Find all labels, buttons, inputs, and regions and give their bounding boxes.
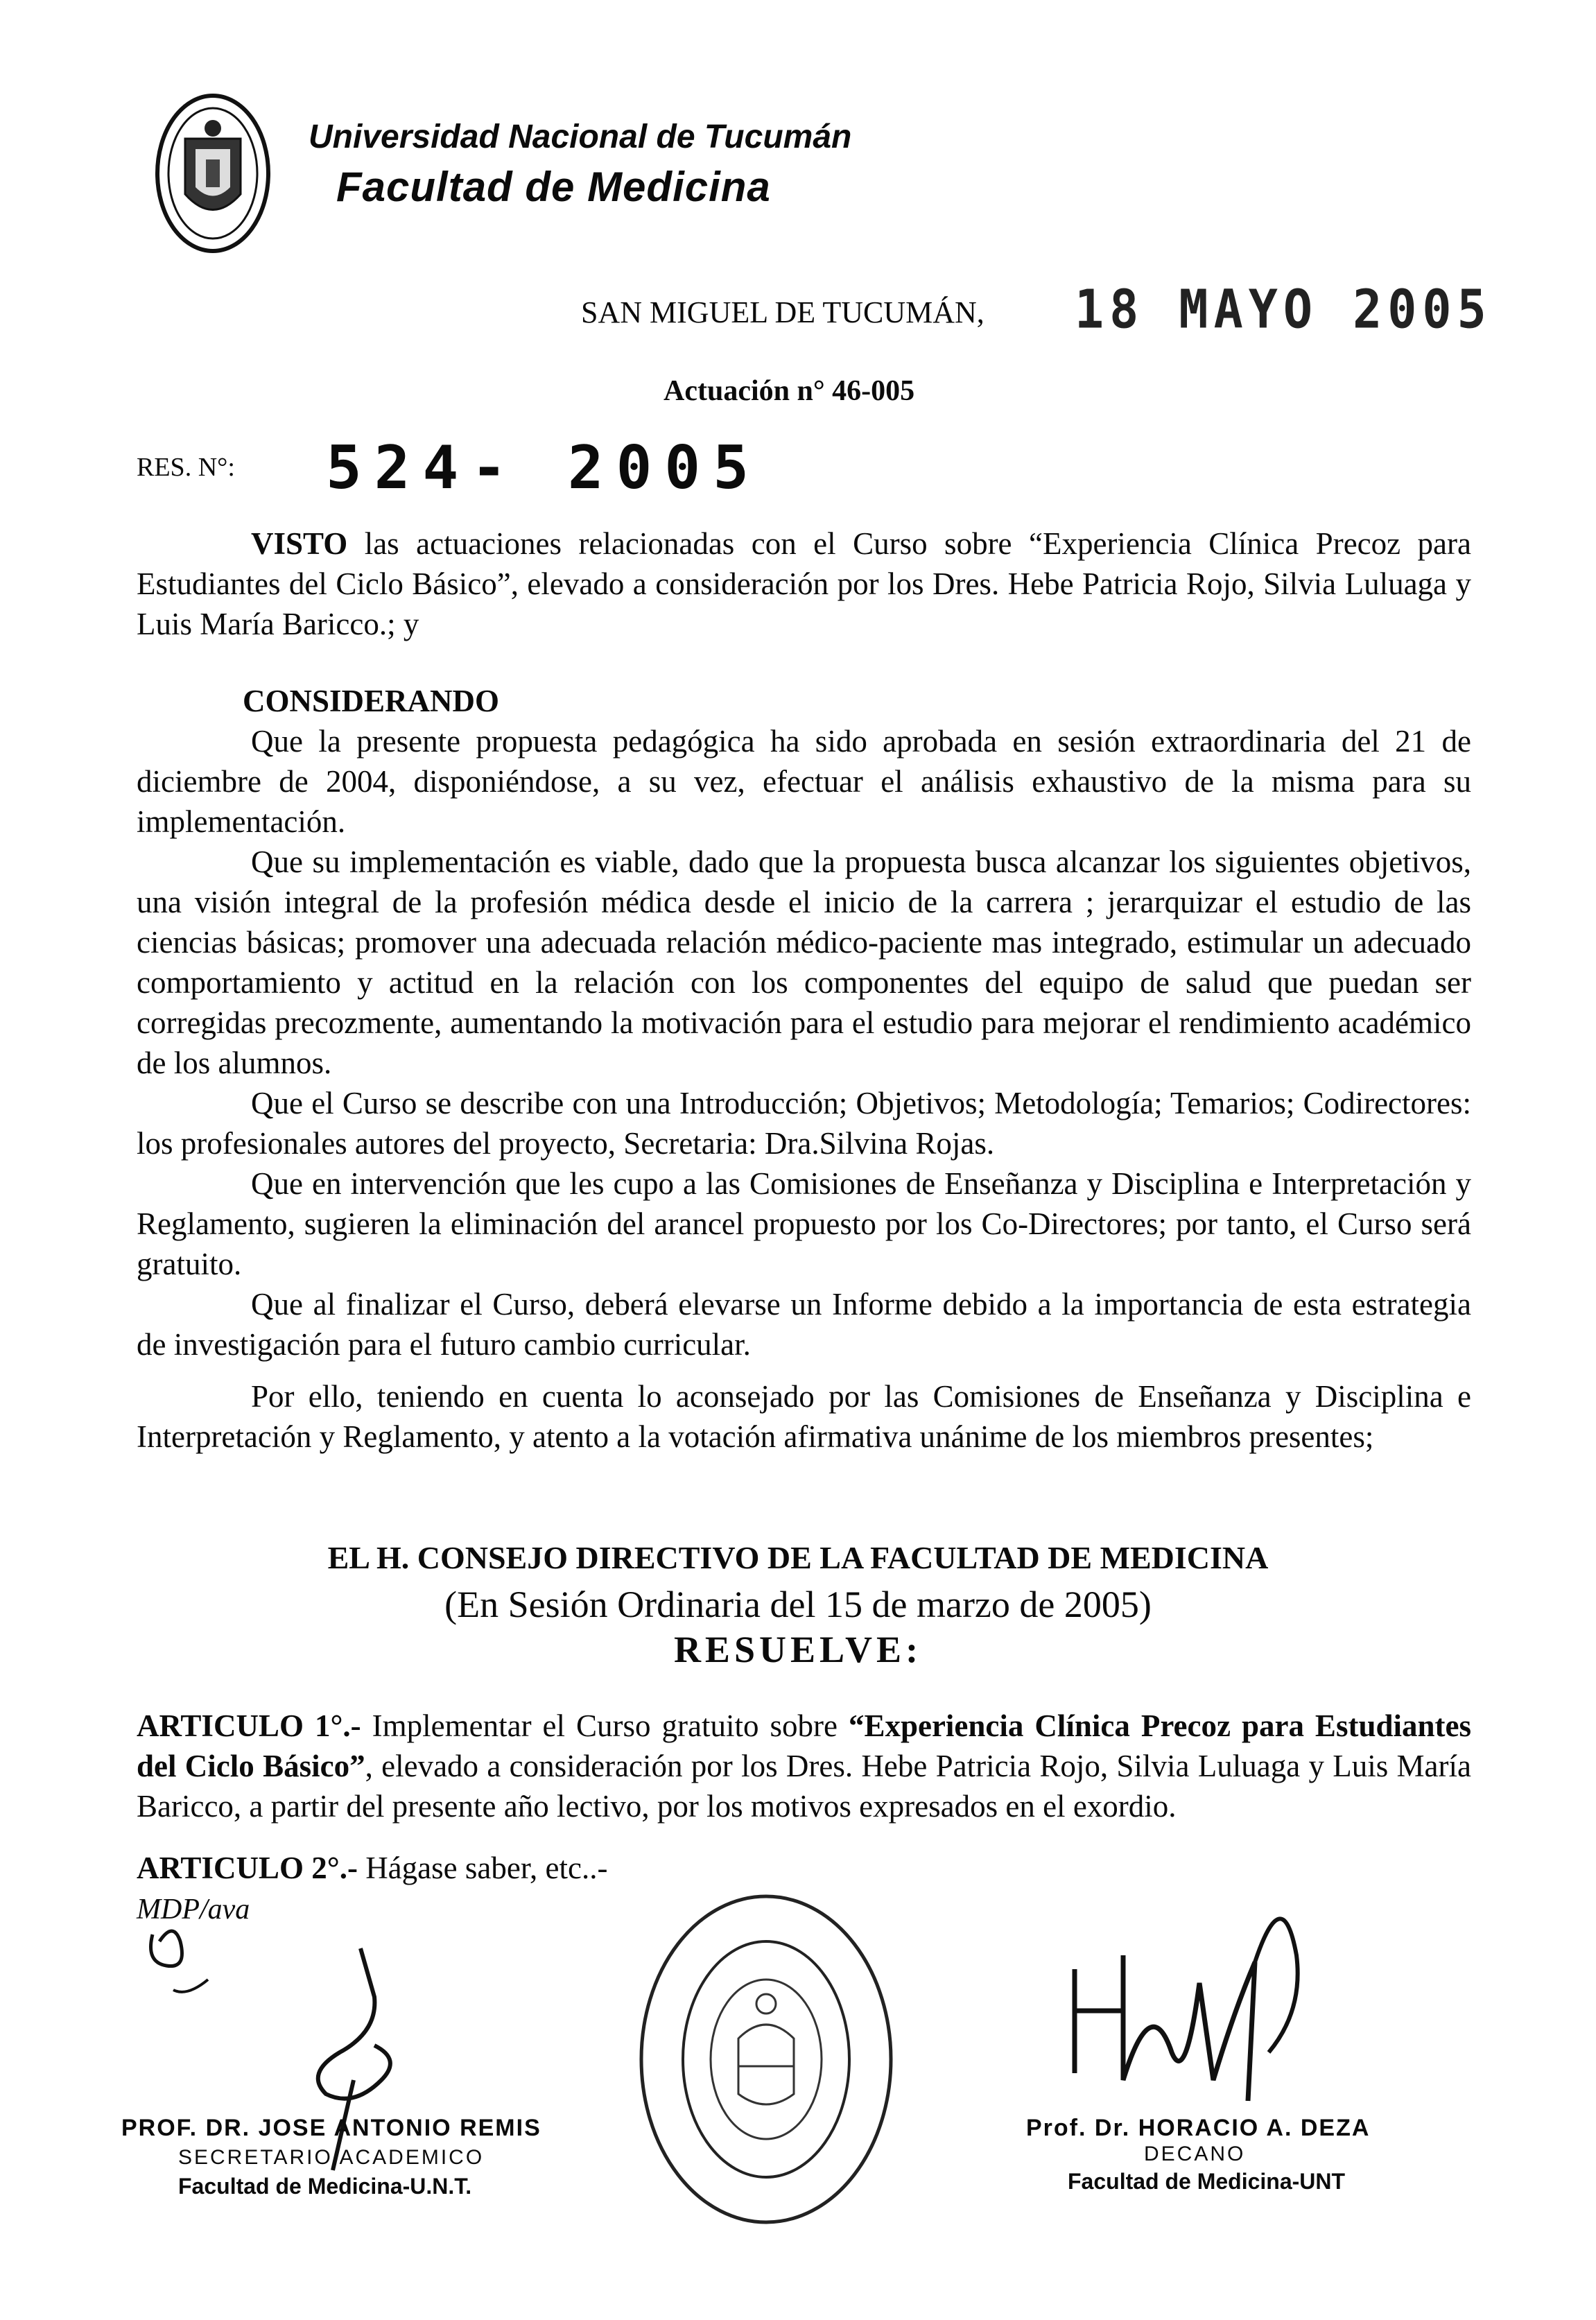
- visto-lead: VISTO: [251, 526, 348, 561]
- considerando-paragraph: Que en intervención que les cupo a las Comisiones de Enseñanza y Disciplina e Interpretación y Reglamento, sugieren la eliminación del arancel propuesto por los Co-Directores; por tanto, el Curso será gratuito.: [137, 1166, 1471, 1281]
- dean-signature-icon: [1047, 1872, 1338, 2136]
- article-1-text: Implementar el Curso gratuito sobre: [361, 1708, 849, 1743]
- article-1-lead: ARTICULO 1°.-: [137, 1708, 361, 1743]
- resuelve-heading: RESUELVE:: [673, 1629, 923, 1670]
- article-2-text: Hágase saber, etc..-: [357, 1851, 608, 1885]
- article-2-lead: ARTICULO 2°.-: [137, 1851, 358, 1885]
- por-ello-text: Por ello, teniendo en cuenta lo aconsejado por las Comisiones de Enseñanza y Disciplina e Interpretación y Reglamento, y atento a la votación afirmativa unánime de los miembros presentes;: [137, 1379, 1471, 1454]
- faculty-name: Facultad de Medicina: [336, 164, 771, 210]
- article-2: [137, 1850, 607, 1886]
- date-stamp: 18 MAYO 2005: [1075, 277, 1492, 341]
- dean-title: DECANO: [1144, 2142, 1246, 2165]
- considerando-section: [137, 721, 1471, 1365]
- argentine-coat-of-arms-icon: [634, 1886, 898, 2233]
- visto-paragraph: [137, 523, 1471, 644]
- council-heading: EL H. CONSEJO DIRECTIVO DE LA FACULTAD DE MEDICINA: [327, 1540, 1269, 1575]
- secretary-name: PROF. DR. JOSE ANTONIO REMIS: [121, 2115, 541, 2141]
- university-crest-icon: [154, 90, 272, 257]
- considerando-paragraph: Que el Curso se describe con una Introducción; Objetivos; Metodología; Temarios; Codirectores: los profesionales autores del proyecto, Secretaria: Dra.Silvina Rojas.: [137, 1086, 1471, 1161]
- university-name: Universidad Nacional de Tucumán: [309, 119, 852, 155]
- por-ello-paragraph: [137, 1376, 1471, 1457]
- dean-name: Prof. Dr. HORACIO A. DEZA: [1026, 2115, 1371, 2141]
- place-line: SAN MIGUEL DE TUCUMÁN,: [581, 295, 985, 329]
- session-line: (En Sesión Ordinaria del 15 de marzo de 2005): [444, 1584, 1152, 1625]
- dean-faculty: Facultad de Medicina-UNT: [1068, 2169, 1346, 2194]
- considerando-paragraph: Que la presente propuesta pedagógica ha sido aprobada en sesión extraordinaria del 21 de diciembre de 2004, disponiéndose, a su vez, efectuar el análisis exhaustivo de la misma para su implementación.: [137, 724, 1471, 839]
- article-1: [137, 1706, 1471, 1826]
- resolution-label: RES. N°:: [137, 453, 235, 482]
- considerando-paragraph: Que su implementación es viable, dado que la propuesta busca alcanzar los siguientes objetivos, una visión integral de la profesión médica desde el inicio de la carrera ; jerarquizar el estudio de las ciencias básicas; promover una adecuada relación médico-paciente mas integrado, estimular un adecuado comportamiento y actitud en la relación con los componentes del equipo de salud que puedan ser corregidas precozmente, aumentando la motivación para el estudio para mejorar el rendimiento académico de los alumnos.: [137, 845, 1471, 1080]
- actuacion-number: Actuación n° 46-005: [663, 375, 915, 407]
- considerando-title: CONSIDERANDO: [243, 684, 500, 718]
- handwritten-mark-icon: [139, 1914, 222, 2011]
- initials: MDP/ava: [137, 1894, 250, 1925]
- secretary-title: SECRETARIO ACADEMICO: [178, 2146, 485, 2169]
- article-1-text-end: , elevado a consideración por los Dres. Hebe Patricia Rojo, Silvia Luluaga y Luis María Baricco, a partir del presente año lectivo, por los motivos expresados en el exordio.: [137, 1749, 1471, 1824]
- secretary-faculty: Facultad de Medicina-U.N.T.: [178, 2174, 472, 2199]
- course-title: “Experiencia Clínica Precoz para Estudiantes del Ciclo Básico”: [137, 1708, 1471, 1783]
- resolution-number: 524- 2005: [326, 433, 761, 503]
- considerando-paragraph: Que al finalizar el Curso, deberá elevarse un Informe debido a la importancia de esta estrategia de investigación para el futuro cambio curricular.: [137, 1287, 1471, 1362]
- visto-text: las actuaciones relacionadas con el Curso sobre “Experiencia Clínica Precoz para Estudiantes del Ciclo Básico”, elevado a consideración por los Dres. Hebe Patricia Rojo, Silvia Luluaga y Luis María Baricco.; y: [137, 526, 1471, 641]
